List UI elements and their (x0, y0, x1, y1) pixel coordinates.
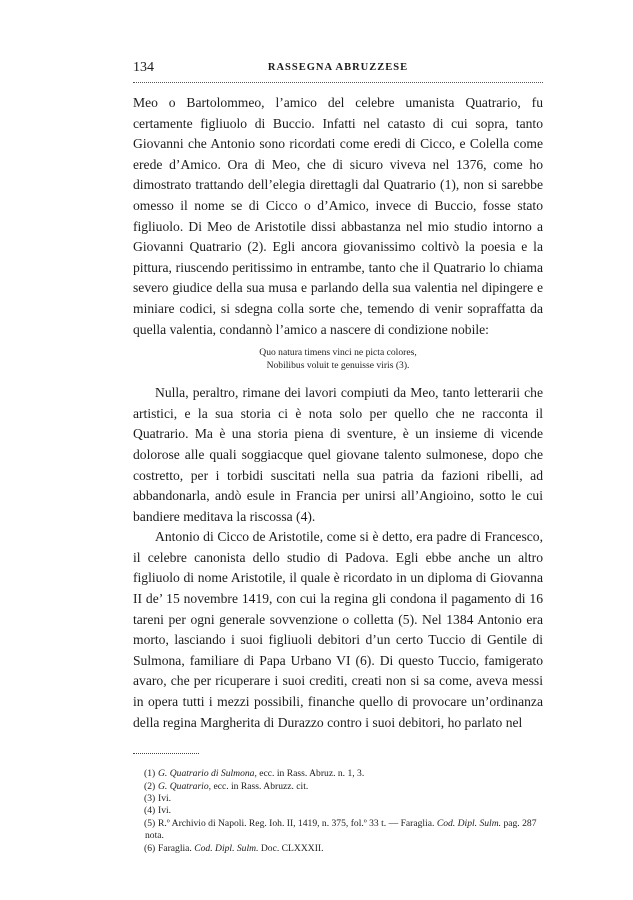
footnote-text: R.º Archivio di Napoli. Reg. Ioh. II, 1419, n. 375, fol.º 33 t. — Faraglia. (158, 817, 437, 829)
footnote-5 (133, 818, 543, 843)
footnote-mark: (2) (144, 780, 156, 792)
latin-quotation (133, 347, 543, 372)
footnote-2 (133, 781, 543, 793)
footnote-3 (133, 793, 543, 805)
footnote-text: Faraglia. (158, 842, 195, 854)
page-header (133, 56, 543, 78)
paragraph-1: Meo o Bartolommeo, l’amico del celebre umanista Quatrario, fu certamente figliuolo di Buccio. Infatti nel catasto di cui sopra, tanto Giovanni che Antonio sono ricordati come eredi di Cicco, e Colella come erede d’Amico. Ora di Meo, che di sicuro viveva nel 1376, come ho dimostrato trattando dell’elegia direttagli dal Quatrario (1), non si sarebbe omesso il nome se di Cicco o d’Amico, invece di Buccio, fosse stato figliuolo. Di Meo de Aristotile dissi abbastanza nel mio studio intorno a Giovanni Quatrario (2). Egli ancora giovanissimo coltivò la poesia e la pittura, riuscendo peritissimo in entrambe, tanto che il Quatrario lo chiama severo giudice della sua musa e parlando della sua valentia nel dipingere e miniare codici, si sdegna colla sorte che, temendo di venir sopraffatta da quella valentia, condannò l’amico a nascere di condizione nobile: (133, 95, 543, 337)
running-title: RASSEGNA ABRUZZESE (267, 62, 409, 73)
footnote-text: ecc. in Rass. Abruzz. cit. (211, 780, 309, 792)
footnote-title: Cod. Dipl. Sulm. (194, 842, 259, 854)
footnote-text: Ivi. (158, 805, 172, 817)
footnotes (133, 768, 543, 855)
footnote-title: G. Quatrario, (158, 780, 212, 792)
footnote-title: Cod. Dipl. Sulm. (436, 817, 502, 829)
footnote-mark: (5) (144, 817, 156, 829)
quote-line-1: Quo natura timens vinci ne picta colores, (259, 347, 417, 359)
footnote-1 (133, 768, 543, 780)
paragraph-3: Antonio di Cicco de Aristotile, come si è detto, era padre di Francesco, il celebre canonista dello studio di Padova. Egli ebbe anche un altro figliuolo di nome Aristotile, il quale è ricordato in un diploma di Giovanna II de’ 15 novembre 1419, con cui la regina gli condona il pagamento di 16 tareni per ogni generale sovvenzione o colletta (5). Nel 1384 Antonio era morto, lasciando i suoi figliuoli debitori d’un certo Tuccio di Gentile di Sulmona, familiare di Papa Urbano VI (6). Di questo Tuccio, famigerato avaro, che per ricuperare i suoi crediti, creati non si sa come, aveva messi in opera tutti i mezzi possibili, finanche quello di provocare un’ordinanza della regina Margherita di Durazzo contro i suoi debitori, ho parlato nel (133, 529, 543, 730)
header-dotted-rule (133, 82, 543, 83)
footnote-mark: (4) (144, 805, 156, 817)
footnote-separator (133, 753, 199, 754)
footnote-mark: (1) (144, 768, 156, 780)
footnote-text: Doc. CLXXXII. (258, 842, 324, 854)
page (133, 56, 543, 855)
footnote-text: Ivi. (158, 793, 172, 805)
footnote-text: pag. 287 nota. (145, 817, 537, 842)
footnote-text: ecc. in Rass. Abruz. n. 1, 3. (256, 768, 365, 780)
footnote-mark: (3) (144, 793, 156, 805)
quote-line-2: Nobilibus voluit te genuisse viris (3). (266, 359, 410, 371)
paragraph-2: Nulla, peraltro, rimane dei lavori compiuti da Meo, tanto letterarii che artistici, e la sua storia ci è nota solo per quello che ne racconta il Quatrario. Ma è una storia piena di sventure, è un insieme di vicende dolorose alle quali soggiacque quel giovane talento sulmonese, dopo che costretto, per i torbidi suscitati nella sua patria da fazioni ribelli, ad abbandonarla, andò esule in Francia per unirsi all’Angioino, sotto le cui bandiere meditava la riscossa (4). (133, 385, 543, 524)
footnote-title: G. Quatrario di Sulmona, (158, 768, 257, 780)
footnote-4 (133, 805, 543, 817)
page-number: 134 (133, 60, 154, 75)
footnote-mark: (6) (144, 842, 156, 854)
footnote-6 (133, 843, 543, 855)
main-text (133, 93, 543, 733)
